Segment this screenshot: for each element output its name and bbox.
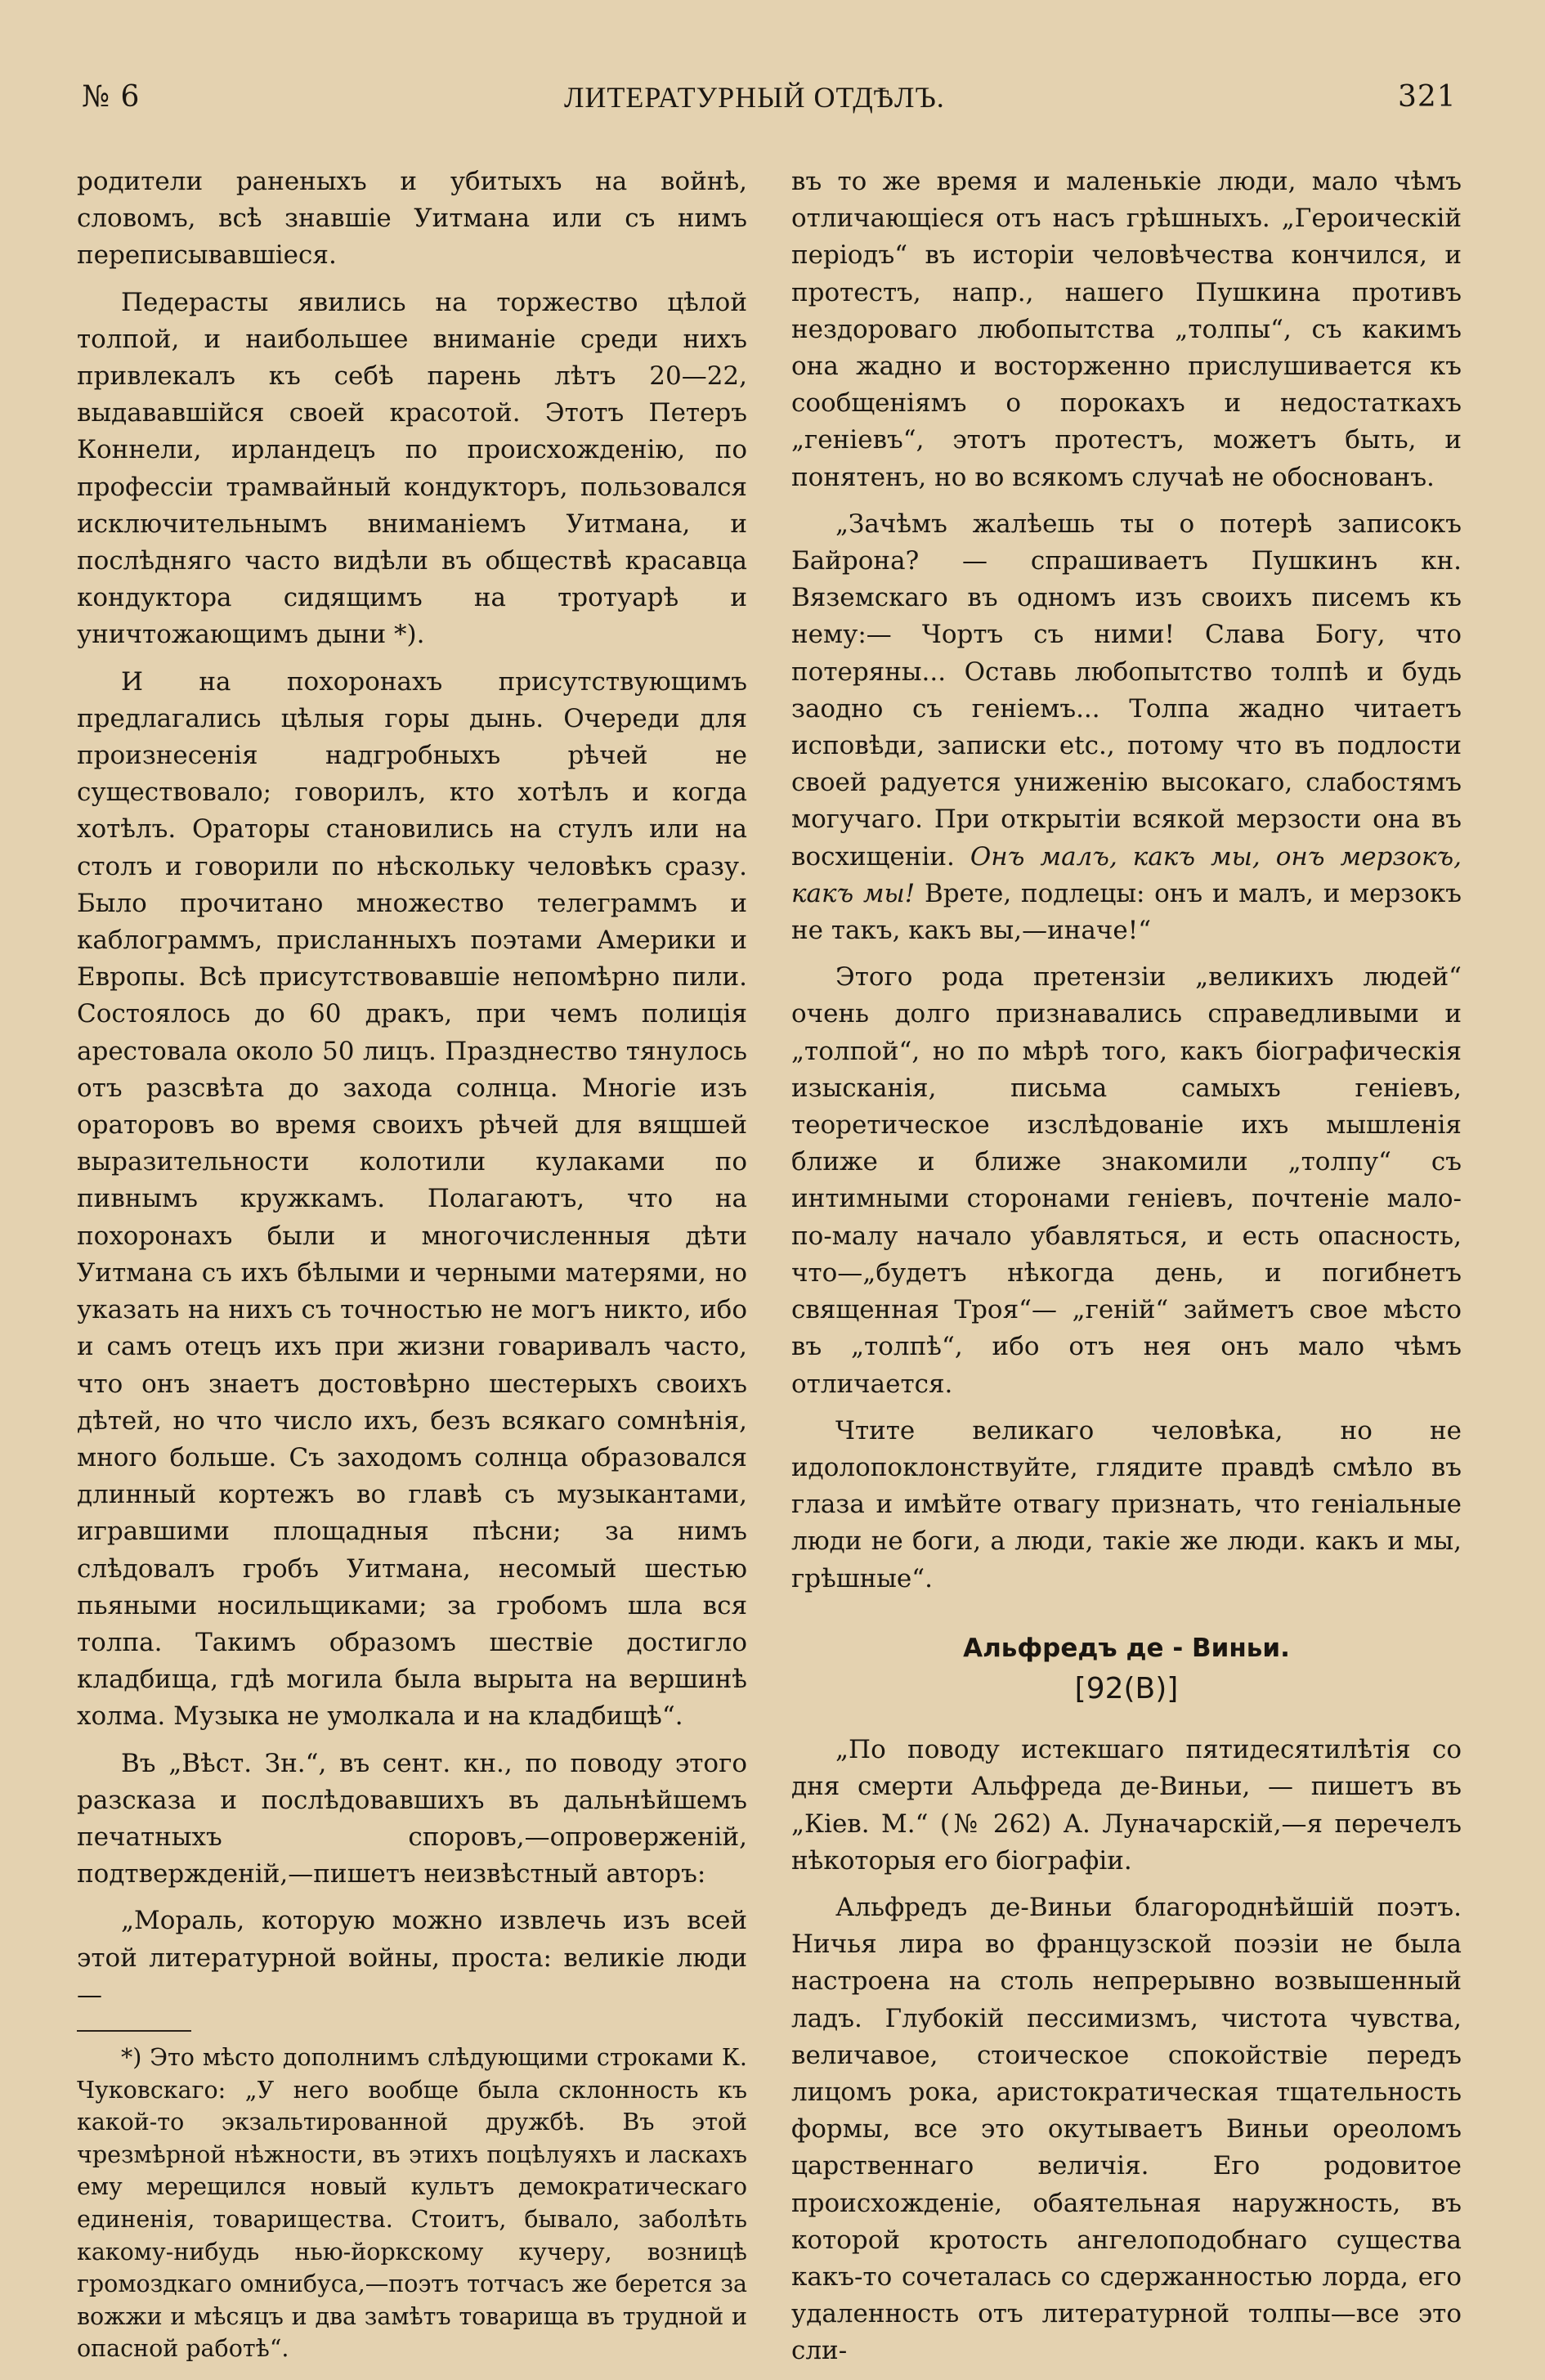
paragraph: И на похоронахъ присутствующимъ предлагались цѣлыя горы дынь. Очереди для произнесенія надгробныхъ рѣчей не существовало; говорилъ, кто хотѣлъ и когда хотѣлъ. Ораторы становились на стулъ или на столъ и говорили по нѣскольку человѣкъ сразу. Было прочитано множество телеграммъ и каблограммъ, присланныхъ поэтами Америки и Европы. Всѣ присутствовавшіе непомѣрно пили. Состоялось до 60 дракъ, при чемъ полиція арестовала около 50 лицъ. Празднество тянулось отъ разсвѣта до захода солнца. Многіе изъ ораторовъ во время своихъ рѣчей для вящшей выразительности колотили кулаками по пивнымъ кружкамъ. Полагаютъ, что на похоронахъ были и многочисленныя дѣти Уитмана съ ихъ бѣлыми и черными матерями, но указать на нихъ съ точностью не могъ никто, ибо и самъ отецъ ихъ при жизни говаривалъ часто, что онъ знаетъ достовѣрно шестерыхъ своихъ дѣтей, но что число ихъ, безъ всякаго сомнѣнія, много больше. Съ заходомъ солнца образовался длинный кортежъ во главѣ съ музыкантами, игравшими площадныя пѣсни; за нимъ слѣдовалъ гробъ Уитмана, несомый шестью пьяными носильщиками; за гробомъ шла вся толпа. Такимъ образомъ шествіе достигло кладбища, гдѣ могила была вырыта на вершинѣ холма. Музыка не умолкала и на кладбищѣ“. <box>77 666 747 1732</box>
left-column <box>77 164 747 2375</box>
paragraph: „По поводу истекшаго пятидесятилѣтія со дня смерти Альфреда де-Виньи, — пишетъ въ „Кіев. М.“ (№ 262) А. Луначарскій,—я перечелъ нѣкоторыя его біографіи. <box>791 1735 1462 1876</box>
paragraph: „Мораль, которую можно извлечь изъ всей этой литературной войны, проста: великіе люди— <box>77 1906 747 2010</box>
paragraph: въ то же время и маленькіе люди, мало чѣмъ отличающіеся отъ насъ грѣшныхъ. „Героическій періодъ“ въ исторіи человѣчества кончился, и протестъ, напр., нашего Пушкина противъ нездороваго любопытства „толпы“, съ какимъ она жадно и восторженно прислушивается къ сообщеніямъ о порокахъ и недостаткахъ „геніевъ“, этотъ протестъ, можетъ быть, и понятенъ, но во всякомъ случаѣ не обоснованъ. <box>791 167 1462 492</box>
paragraph: родители раненыхъ и убитыхъ на войнѣ, словомъ, всѣ знавшіе Уитмана или съ нимъ переписывавшіеся. <box>77 167 747 271</box>
footnote: *) Это мѣсто дополнимъ слѣдующими строками К. Чуковскаго: „У него вообще была склонность къ какой-то экзальтированной дружбѣ. Въ этой чрезмѣрной нѣжности, въ этихъ поцѣлуяхъ и ласкахъ ему мерещился новый культъ демократическаго единенія, товарищества. Стоитъ, бывало, заболѣть какому-нибудь нью-йоркскому кучеру, возницѣ громоздкаго омнибуса,—поэтъ тотчасъ же берется за вожжи и мѣсяцъ и два замѣтъ товарища въ трудной и опасной работѣ“. <box>77 2043 747 2363</box>
paragraph: Въ „Вѣст. Зн.“, въ сент. кн., по поводу этого разсказа и послѣдовавшихъ въ дальнѣйшемъ печатныхъ споровъ,—опроверженій, подтвержденій,—пишетъ неизвѣстный авторъ: <box>77 1748 747 1889</box>
paragraph: Альфредъ де-Виньи благороднѣйшій поэтъ. Ничья лира во французской поэзіи не была настроена на столь непрерывно возвышенный ладъ. Глубокій пессимизмъ, чистота чувства, величавое, стоическое спокойствіе передъ лицомъ рока, аристократическая тщательность формы, все это окутываетъ Виньи ореоломъ царственнаго величія. Его родовитое происхожденіе, обаятельная наружность, въ которой кротость ангелоподобнаго существа какъ-то сочеталась со сдержанностью лорда, его удаленность отъ литературной толпы—все это сли- <box>791 1892 1462 2366</box>
right-column <box>791 164 1462 2380</box>
section-code: [92(В)] <box>1074 1671 1179 1705</box>
paragraph: Педерасты явились на торжество цѣлой толпой, и наибольшее вниманіе среди нихъ привлекалъ къ себѣ парень лѣтъ 20—22, выдававшійся своей красотой. Этотъ Петеръ Коннели, ирландецъ по происхожденію, по профессіи трамвайный кондукторъ, пользовался исключительнымъ вниманіемъ Уитмана, и послѣдняго часто видѣли въ обществѣ красавца кондуктора сидящимъ на тротуарѣ и уничтожающимъ дыни *). <box>77 287 747 650</box>
paragraph: Этого рода претензіи „великихъ людей“ очень долго признавались справедливыми и „толпой“, но по мѣрѣ того, какъ біографическія изысканія, письма самыхъ геніевъ, теоретическое изслѣдованіе ихъ мышленія ближе и ближе знакомили „толпу“ съ интимными сторонами геніевъ, почтеніе мало-по-малу начало убавляться, и есть опасность, что—„будетъ нѣкогда день, и погибнетъ священная Троя“— „геній“ займетъ свое мѣсто въ „толпѣ“, ибо отъ нея онъ мало чѣмъ отличается. <box>791 962 1462 1399</box>
section-heading: Альфредъ де - Виньи. <box>963 1633 1290 1663</box>
footnote-divider <box>77 2030 191 2032</box>
section-title: ЛИТЕРАТУРНЫЙ ОТДѢЛЪ. <box>564 81 945 114</box>
paragraph: Чтите великаго человѣка, но не идолопоклонствуйте, глядите правдѣ смѣло въ глаза и имѣйте отвагу признать, что геніальные люди не боги, а люди, такіе же люди. какъ и мы, грѣшные“. <box>791 1415 1462 1593</box>
issue-number: № 6 <box>82 80 141 114</box>
pushkin-quote <box>791 506 1462 949</box>
page-number: 321 <box>1398 80 1457 114</box>
quote-text: „Зачѣмъ жалѣешь ты о потерѣ записокъ Байрона? — спрашиваетъ Пушкинъ кн. Вяземскаго въ одномъ изъ своихъ писемъ къ нему:— Чортъ съ ними! Слава Богу, что потеряны... Оставь любопытство толпѣ и будь заодно съ геніемъ... Толпа жадно читаетъ исповѣди, записки etc., потому что въ подлости своей радуется униженію высокаго, слабостямъ могучаго. При открытіи всякой мерзости она въ восхищеніи. <box>791 509 1462 872</box>
quote-italic: Онъ малъ, какъ мы, онъ мерзокъ, какъ мы! <box>791 841 1462 908</box>
quote-text: Врете, подлецы: онъ и малъ, и мерзокъ не такъ, какъ вы,—иначе!“ <box>791 878 1462 946</box>
